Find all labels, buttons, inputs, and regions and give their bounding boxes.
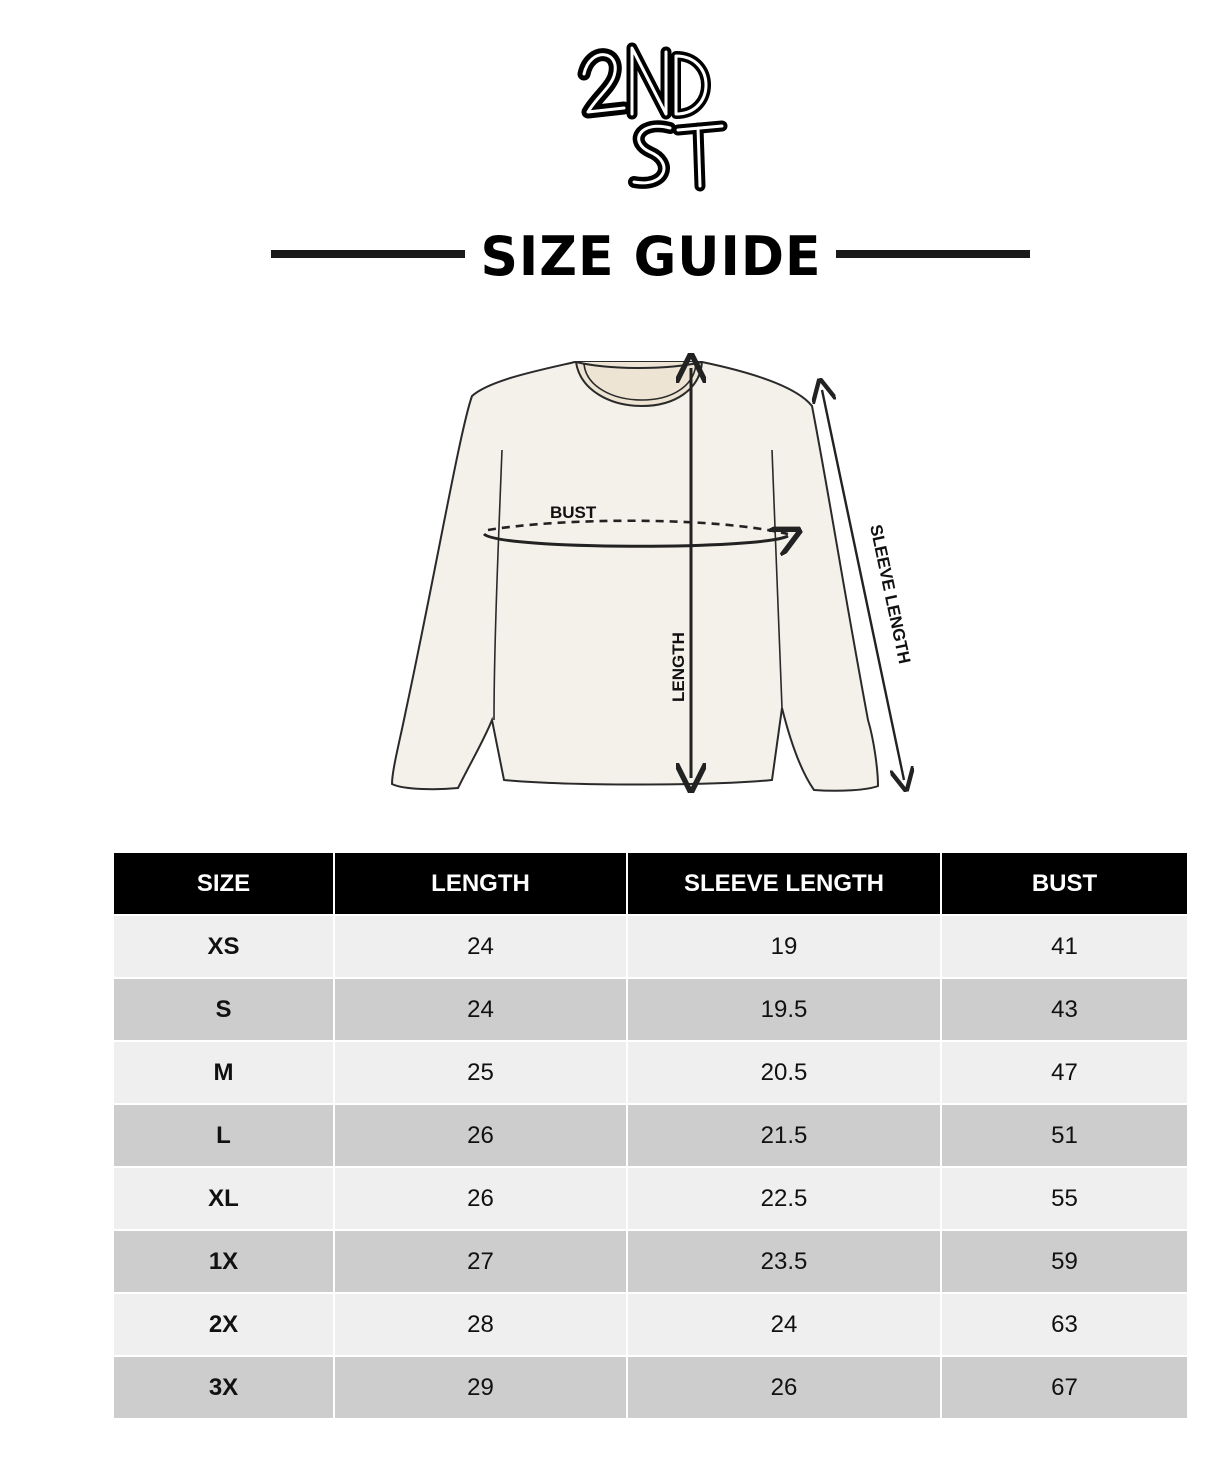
size-cell: XS <box>114 914 335 977</box>
table-row <box>114 1229 1187 1292</box>
sleeve-length-cell: 19 <box>628 914 942 977</box>
sleeve-length-cell: 20.5 <box>628 1040 942 1103</box>
table-row <box>114 1292 1187 1355</box>
length-cell: 26 <box>335 1166 628 1229</box>
sleeve-length-label: SLEEVE LENGTH <box>866 522 915 666</box>
length-cell: 24 <box>335 914 628 977</box>
title-divider-left <box>271 250 465 258</box>
size-cell: M <box>114 1040 335 1103</box>
bust-cell: 59 <box>942 1229 1187 1292</box>
brand-logo <box>570 36 730 196</box>
table-row <box>114 914 1187 977</box>
length-cell: 29 <box>335 1355 628 1418</box>
header-sleeve-length: SLEEVE LENGTH <box>628 853 942 914</box>
title-row <box>0 222 1222 292</box>
bust-cell: 63 <box>942 1292 1187 1355</box>
bust-cell: 43 <box>942 977 1187 1040</box>
length-cell: 28 <box>335 1292 628 1355</box>
table-row <box>114 977 1187 1040</box>
length-cell: 25 <box>335 1040 628 1103</box>
bust-cell: 47 <box>942 1040 1187 1103</box>
bust-label: BUST <box>550 503 597 522</box>
sweatshirt-measurement-icon <box>380 350 920 810</box>
length-cell: 27 <box>335 1229 628 1292</box>
bust-cell: 41 <box>942 914 1187 977</box>
length-cell: 26 <box>335 1103 628 1166</box>
table-row <box>114 1040 1187 1103</box>
sleeve-length-cell: 24 <box>628 1292 942 1355</box>
header-size: SIZE <box>114 853 335 914</box>
bust-cell: 67 <box>942 1355 1187 1418</box>
bust-cell: 55 <box>942 1166 1187 1229</box>
sleeve-length-cell: 22.5 <box>628 1166 942 1229</box>
sleeve-length-cell: 26 <box>628 1355 942 1418</box>
size-chart-table <box>114 853 1187 1418</box>
title-divider-right <box>836 250 1030 258</box>
sleeve-length-cell: 23.5 <box>628 1229 942 1292</box>
size-cell: S <box>114 977 335 1040</box>
sleeve-length-cell: 21.5 <box>628 1103 942 1166</box>
measurement-diagram <box>380 350 920 810</box>
size-cell: L <box>114 1103 335 1166</box>
length-label: LENGTH <box>669 632 688 702</box>
sleeve-length-cell: 19.5 <box>628 977 942 1040</box>
length-cell: 24 <box>335 977 628 1040</box>
logo-icon <box>570 36 730 196</box>
size-cell: XL <box>114 1166 335 1229</box>
size-cell: 2X <box>114 1292 335 1355</box>
table-row <box>114 1103 1187 1166</box>
size-cell: 3X <box>114 1355 335 1418</box>
header-bust: BUST <box>942 853 1187 914</box>
size-cell: 1X <box>114 1229 335 1292</box>
table-row <box>114 1355 1187 1418</box>
bust-cell: 51 <box>942 1103 1187 1166</box>
page-title: SIZE GUIDE <box>480 225 822 289</box>
table-row <box>114 1166 1187 1229</box>
table-header-row <box>114 853 1187 914</box>
header-length: LENGTH <box>335 853 628 914</box>
